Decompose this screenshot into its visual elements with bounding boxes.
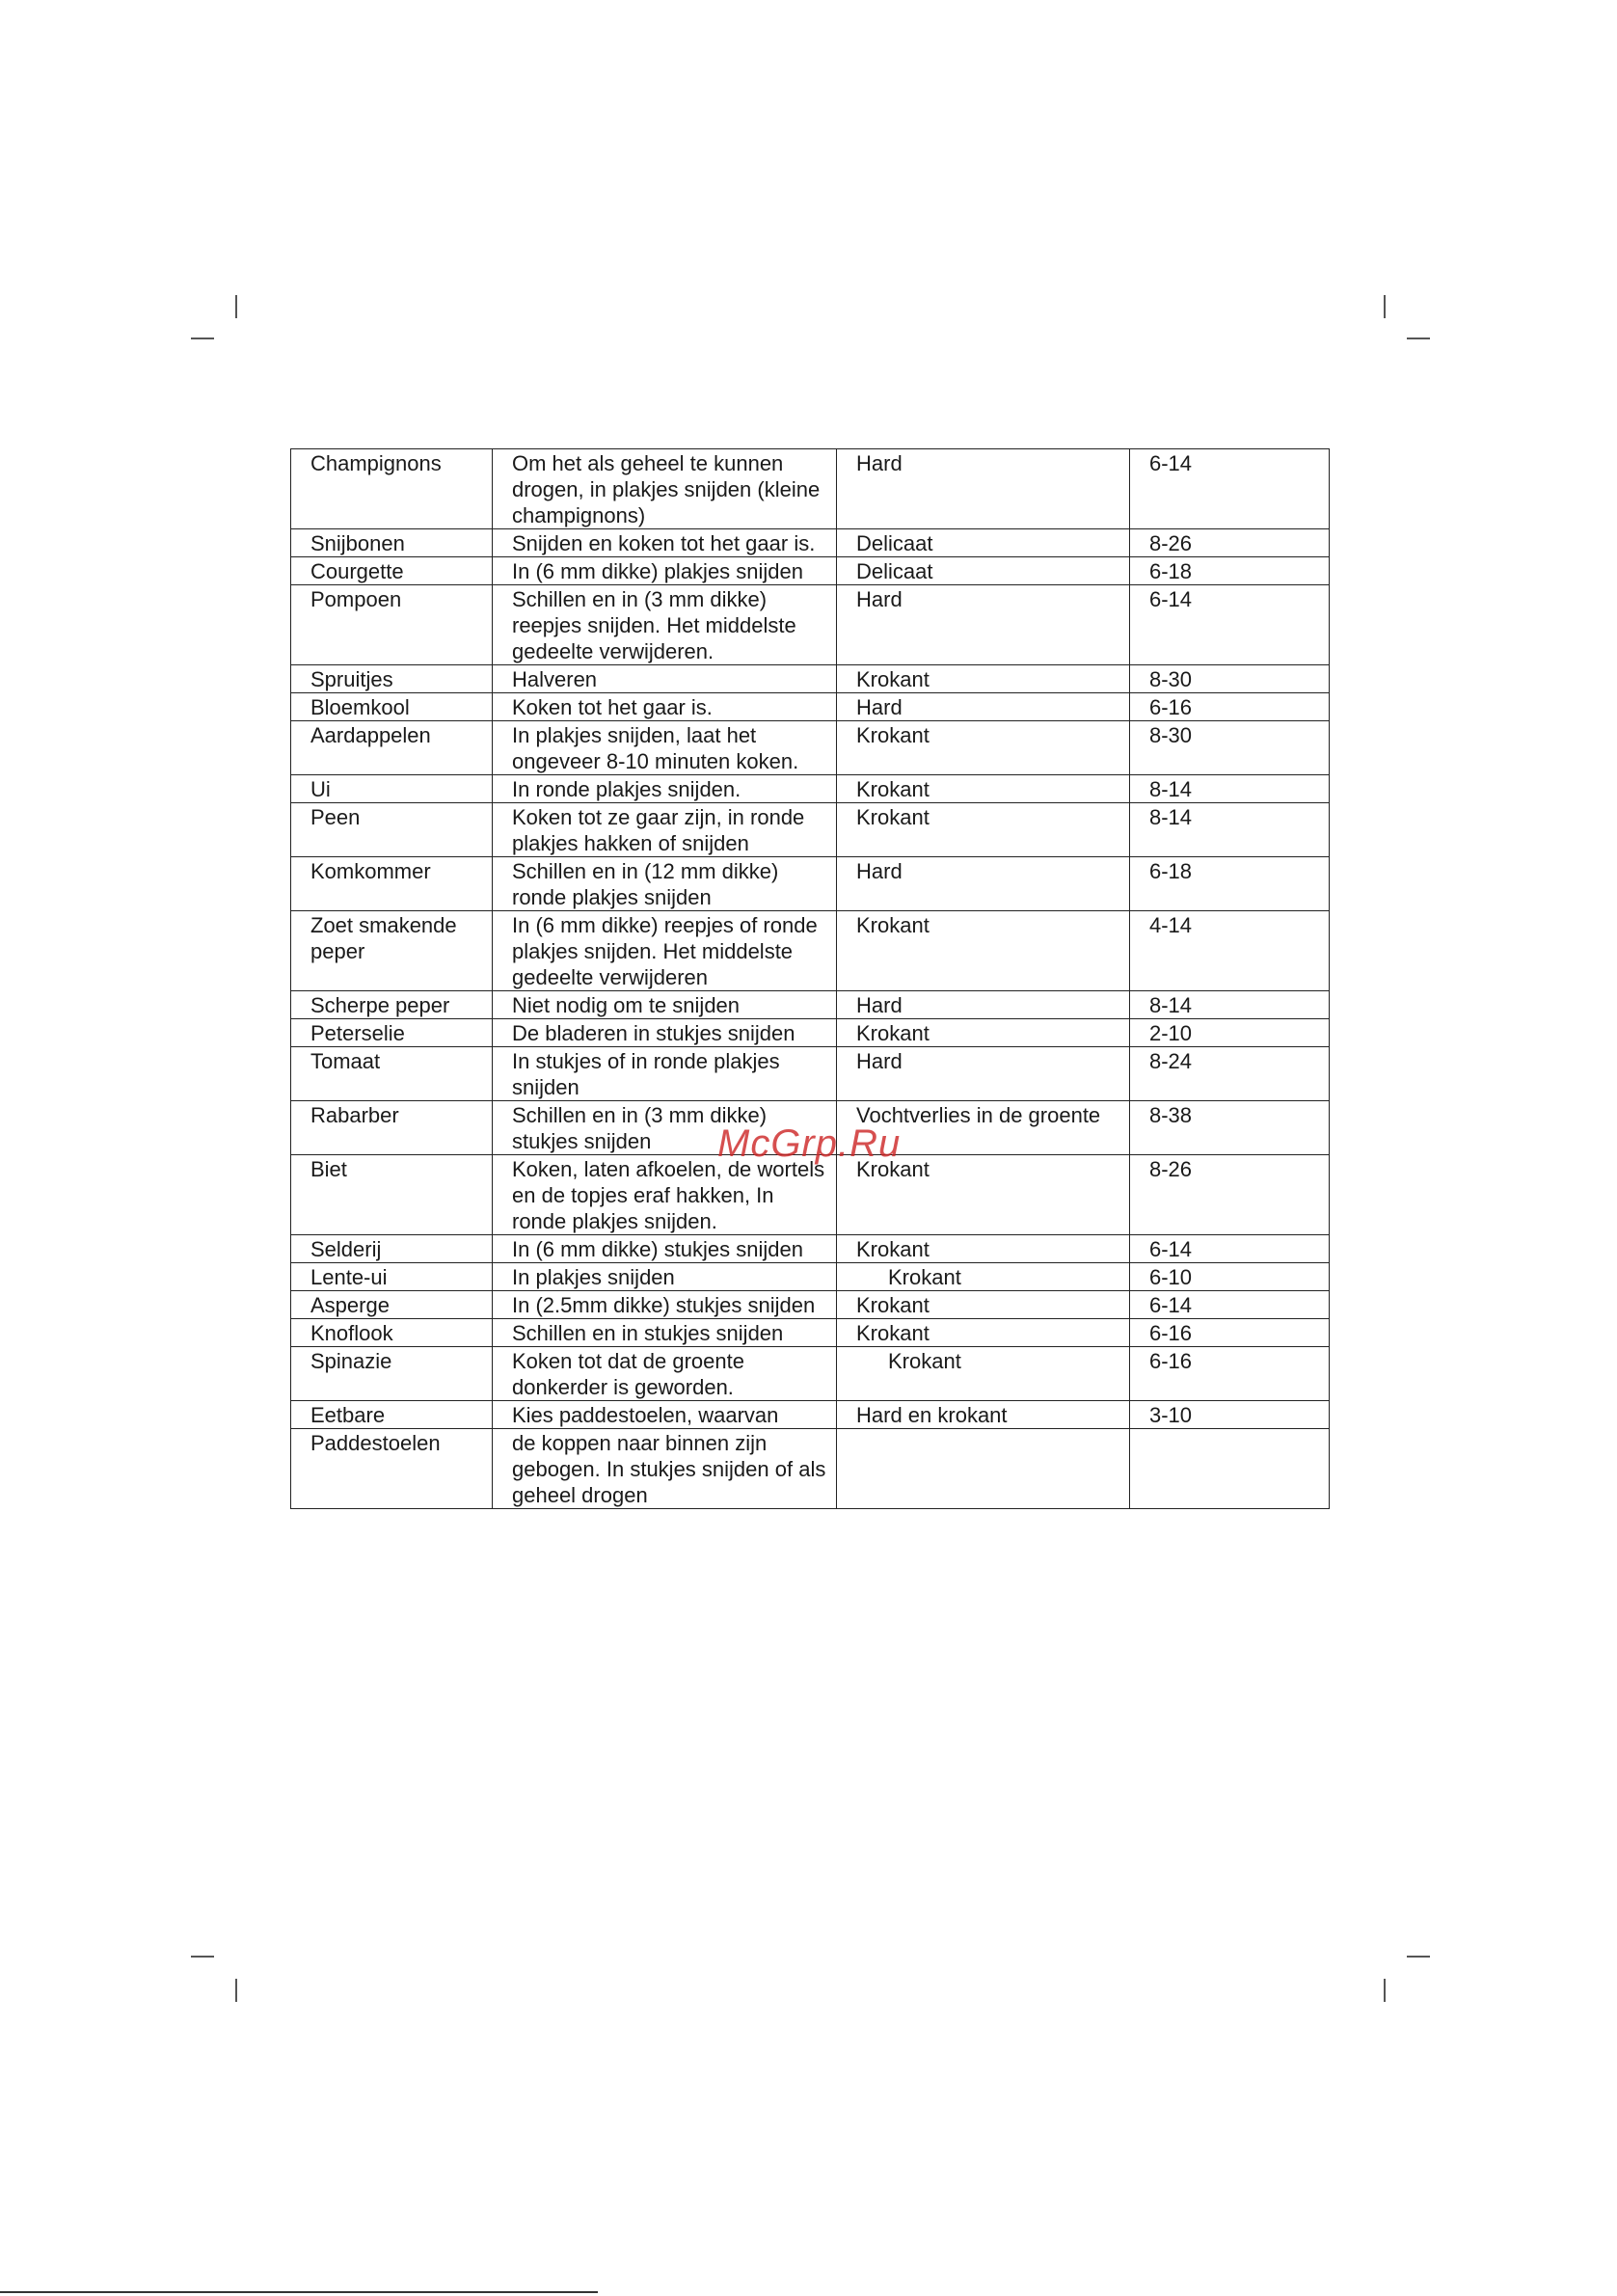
table-row [291,857,1330,911]
preparation-cell: In plakjes snijden [493,1263,837,1291]
vegetable-cell: Aardappelen [291,721,493,775]
drying-time-cell: 6-10 [1130,1263,1330,1291]
drying-time-cell: 6-16 [1130,1347,1330,1401]
texture-cell: Krokant [837,1347,1130,1401]
table-row [291,529,1330,557]
preparation-cell: Schillen en in (12 mm dikke) ronde plakjes snijden [493,857,837,911]
preparation-cell: Om het als geheel te kunnen drogen, in plakjes snijden (kleine champignons) [493,449,837,529]
crop-mark-bottom-right-vertical [1384,1979,1386,2002]
table-row [291,665,1330,693]
crop-mark-top-right-vertical [1384,295,1386,318]
preparation-cell: Niet nodig om te snijden [493,991,837,1019]
preparation-cell: de koppen naar binnen zijn gebogen. In stukjes snijden of als geheel drogen [493,1429,837,1509]
vegetable-cell: Asperge [291,1291,493,1319]
texture-cell: Delicaat [837,529,1130,557]
preparation-cell: Koken, laten afkoelen, de wortels en de topjes eraf hakken, In ronde plakjes snijden. [493,1155,837,1235]
vegetable-drying-table [290,448,1330,1509]
table-body [291,449,1330,1509]
preparation-cell: Koken tot dat de groente donkerder is geworden. [493,1347,837,1401]
texture-cell: Krokant [837,1319,1130,1347]
crop-mark-top-left-horizontal [191,338,214,339]
preparation-cell: In (2.5mm dikke) stukjes snijden [493,1291,837,1319]
vegetable-cell: Lente-ui [291,1263,493,1291]
vegetable-cell: Biet [291,1155,493,1235]
texture-cell: Krokant [837,721,1130,775]
preparation-cell: In (6 mm dikke) stukjes snijden [493,1235,837,1263]
preparation-cell: In ronde plakjes snijden. [493,775,837,803]
table-row [291,721,1330,775]
vegetable-cell: Peterselie [291,1019,493,1047]
drying-time-cell [1130,1429,1330,1509]
texture-cell: Vochtverlies in de groente [837,1101,1130,1155]
texture-cell [837,1429,1130,1509]
drying-time-cell: 6-18 [1130,857,1330,911]
table-row [291,1319,1330,1347]
texture-cell: Hard [837,991,1130,1019]
vegetable-cell: Peen [291,803,493,857]
drying-time-cell: 6-14 [1130,1235,1330,1263]
vegetable-cell: Tomaat [291,1047,493,1101]
vegetable-cell: Ui [291,775,493,803]
crop-mark-top-right-horizontal [1407,338,1430,339]
vegetable-cell: Paddestoelen [291,1429,493,1509]
preparation-cell: In (6 mm dikke) reepjes of ronde plakjes snijden. Het middelste gedeelte verwijderen [493,911,837,991]
drying-time-cell: 6-14 [1130,1291,1330,1319]
texture-cell: Krokant [837,1291,1130,1319]
crop-mark-bottom-left-vertical [235,1979,237,2002]
vegetable-cell: Zoet smakende peper [291,911,493,991]
vegetable-cell: Champignons [291,449,493,529]
preparation-cell: In plakjes snijden, laat het ongeveer 8-10 minuten koken. [493,721,837,775]
preparation-cell: Halveren [493,665,837,693]
table-row [291,1019,1330,1047]
watermark: McGrp.Ru [717,1122,902,1165]
vegetable-cell: Pompoen [291,585,493,665]
vegetable-cell: Selderij [291,1235,493,1263]
drying-time-cell: 8-24 [1130,1047,1330,1101]
table-row [291,585,1330,665]
drying-time-cell: 3-10 [1130,1401,1330,1429]
preparation-cell: In stukjes of in ronde plakjes snijden [493,1047,837,1101]
table-row [291,1047,1330,1101]
texture-cell: Hard [837,693,1130,721]
table-row [291,557,1330,585]
drying-time-cell: 6-14 [1130,449,1330,529]
table-row [291,911,1330,991]
table-row [291,693,1330,721]
drying-time-cell: 6-14 [1130,585,1330,665]
texture-cell: Krokant [837,1019,1130,1047]
table-row [291,1155,1330,1235]
texture-cell: Krokant [837,1235,1130,1263]
texture-cell: Hard en krokant [837,1401,1130,1429]
drying-time-cell: 8-26 [1130,1155,1330,1235]
table-row [291,1347,1330,1401]
vegetable-cell: Scherpe peper [291,991,493,1019]
drying-time-cell: 2-10 [1130,1019,1330,1047]
texture-cell: Krokant [837,803,1130,857]
texture-cell: Delicaat [837,557,1130,585]
table-row [291,1291,1330,1319]
crop-mark-bottom-left-horizontal [191,1956,214,1958]
table-row [291,803,1330,857]
table-row [291,449,1330,529]
texture-cell: Hard [837,857,1130,911]
table-row [291,775,1330,803]
vegetable-cell: Spinazie [291,1347,493,1401]
vegetable-cell: Spruitjes [291,665,493,693]
vegetable-cell: Knoflook [291,1319,493,1347]
vegetable-cell: Komkommer [291,857,493,911]
drying-time-cell: 6-16 [1130,693,1330,721]
preparation-cell: In (6 mm dikke) plakjes snijden [493,557,837,585]
texture-cell: Krokant [837,1155,1130,1235]
preparation-cell: Kies paddestoelen, waarvan [493,1401,837,1429]
preparation-cell: Koken tot het gaar is. [493,693,837,721]
table-row [291,991,1330,1019]
preparation-cell: De bladeren in stukjes snijden [493,1019,837,1047]
texture-cell: Krokant [837,1263,1130,1291]
texture-cell: Krokant [837,911,1130,991]
texture-cell: Krokant [837,665,1130,693]
texture-cell: Krokant [837,775,1130,803]
drying-time-cell: 8-14 [1130,803,1330,857]
vegetable-cell: Courgette [291,557,493,585]
texture-cell: Hard [837,449,1130,529]
texture-cell: Hard [837,1047,1130,1101]
drying-time-cell: 8-14 [1130,775,1330,803]
preparation-cell: Schillen en in (3 mm dikke) reepjes snijden. Het middelste gedeelte verwijderen. [493,585,837,665]
preparation-cell: Snijden en koken tot het gaar is. [493,529,837,557]
bottom-edge-line [0,2291,598,2293]
crop-mark-top-left-vertical [235,295,237,318]
vegetable-cell: Bloemkool [291,693,493,721]
crop-mark-bottom-right-horizontal [1407,1956,1430,1958]
preparation-cell: Koken tot ze gaar zijn, in ronde plakjes hakken of snijden [493,803,837,857]
vegetable-cell: Snijbonen [291,529,493,557]
drying-time-cell: 8-30 [1130,665,1330,693]
table-row [291,1235,1330,1263]
preparation-cell: Schillen en in (3 mm dikke) stukjes snijden [493,1101,837,1155]
vegetable-cell: Eetbare [291,1401,493,1429]
texture-cell: Hard [837,585,1130,665]
drying-time-cell: 6-16 [1130,1319,1330,1347]
drying-time-cell: 6-18 [1130,557,1330,585]
table-row [291,1429,1330,1509]
table-row [291,1401,1330,1429]
drying-time-cell: 8-26 [1130,529,1330,557]
vegetable-cell: Rabarber [291,1101,493,1155]
table-row [291,1263,1330,1291]
drying-time-cell: 8-14 [1130,991,1330,1019]
preparation-cell: Schillen en in stukjes snijden [493,1319,837,1347]
drying-time-cell: 4-14 [1130,911,1330,991]
drying-time-cell: 8-38 [1130,1101,1330,1155]
drying-time-cell: 8-30 [1130,721,1330,775]
